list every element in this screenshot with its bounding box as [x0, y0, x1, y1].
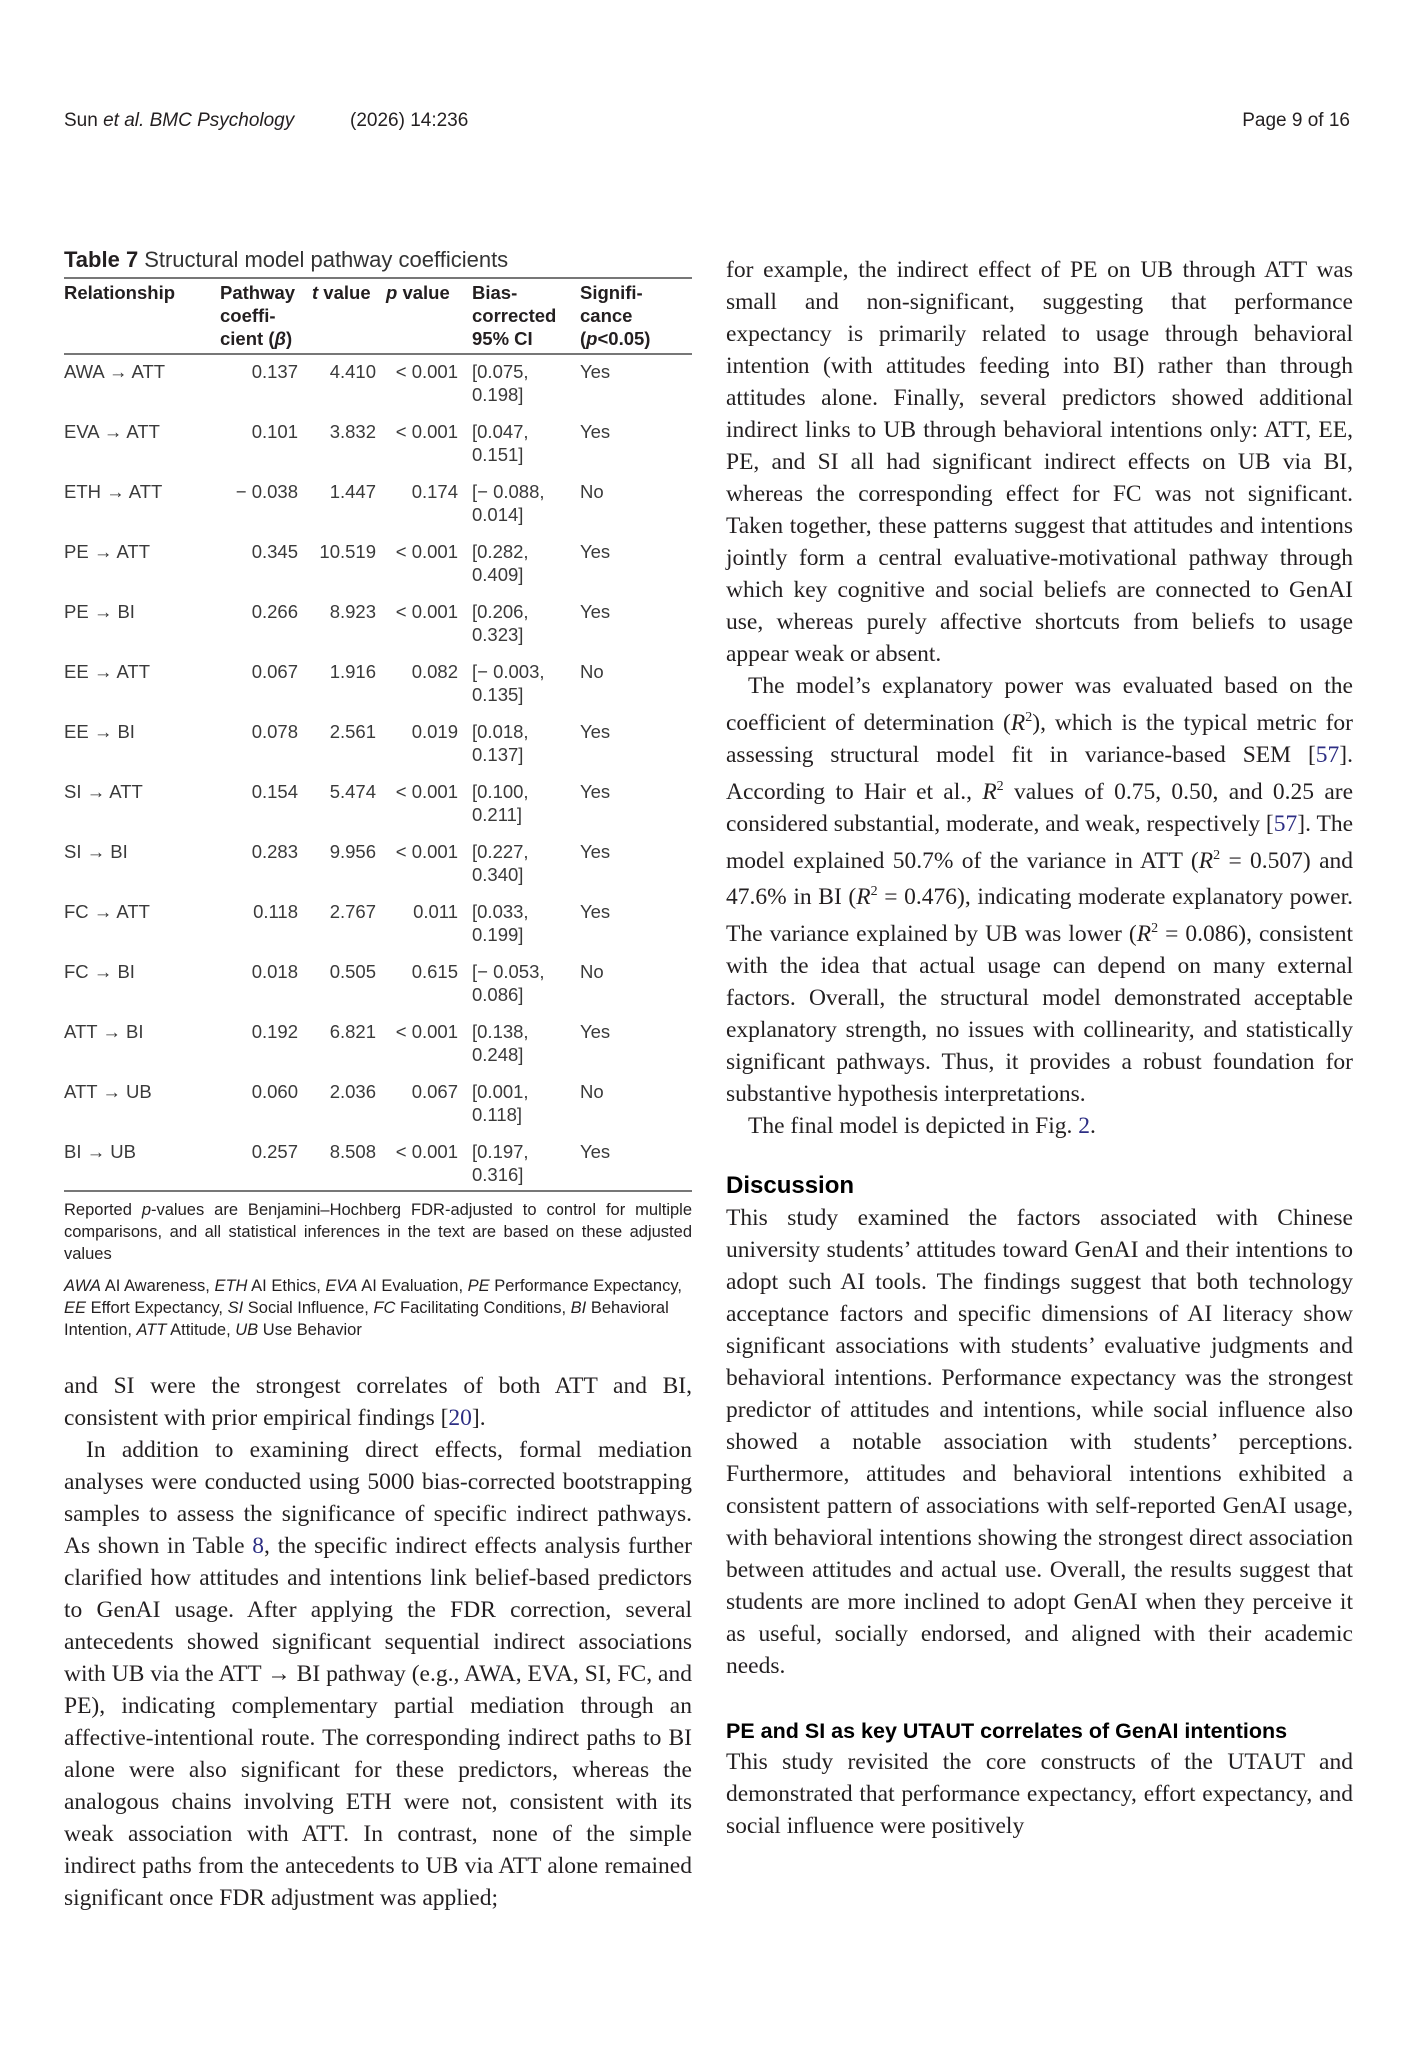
abbreviation: FC: [373, 1299, 396, 1317]
cell-beta: 0.118: [253, 901, 298, 922]
ci-lower: [0.100,: [472, 781, 529, 802]
cell-t-value: 2.561: [329, 721, 376, 742]
cell-beta: 0.283: [251, 841, 298, 862]
cell-p-value: < 0.001: [395, 601, 458, 622]
cell-relationship: FC → BI: [64, 961, 135, 982]
cell-relationship: SI → ATT: [64, 781, 143, 802]
table-abbreviations: [64, 1275, 692, 1341]
abbreviation-entry: ETH AI Ethics,: [214, 1277, 326, 1295]
table-row: [64, 1015, 692, 1075]
text: and SI were the strongest correlates of both ATT and BI, consistent with prior empirical findings [: [64, 1373, 692, 1431]
cell-t-value: 8.508: [312, 1135, 386, 1191]
ci-upper: 0.199]: [472, 924, 524, 945]
table-footnote: [64, 1199, 692, 1265]
r-symbol: R: [1010, 709, 1026, 736]
ci-lower: [0.018,: [472, 721, 529, 742]
text: The model’s explanatory power was evaluated based on the coefficient of determination (: [726, 673, 1353, 736]
col-header-significance: Signifi- cance (p<0.05): [580, 279, 692, 354]
cell-significance: Yes: [580, 541, 611, 562]
table-caption: [64, 246, 692, 279]
abbreviation-meaning: Use Behavior: [262, 1321, 362, 1339]
cell-significance: Yes: [580, 901, 611, 922]
text: ]. The model explained 50.7% of the variance in ATT (: [726, 810, 1353, 874]
cell-beta: 0.192: [251, 1021, 298, 1042]
cell-t-value: 1.916: [329, 661, 376, 682]
cell-significance: No: [580, 481, 604, 502]
abbreviation-meaning: Effort Expectancy: [90, 1299, 219, 1317]
cell-significance: Yes: [580, 841, 611, 862]
cell-relationship: EE → BI: [64, 721, 135, 742]
cell-t-value: 4.410: [329, 361, 376, 382]
cell-beta: 0.257: [220, 1135, 312, 1191]
ci-lower: [− 0.003,: [472, 661, 545, 682]
cell-significance: Yes: [580, 1135, 692, 1191]
text: , the specific indirect effects analysis further clarified how attitudes and intentions link belief-based predictors to GenAI usage. After applying the FDR correction, several antecedents showed significant sequential indirect associations with UB via the ATT → BI pathway (e.g., AWA, EVA, SI, FC, and PE), indicating complementary partial mediation through an affective-intentional route. The corresponding indirect paths to BI alone were also significant for these predictors, whereas the analogous chains involving ETH were not, consistent with its weak association with ATT. In contrast, none of the simple indirect paths from the antecedents to UB via ATT alone remained significant once FDR adjustment was applied;: [64, 1533, 692, 1911]
table-row: [64, 1075, 692, 1135]
cell-relationship: EVA → ATT: [64, 421, 160, 442]
cell-p-value: < 0.001: [386, 1135, 472, 1191]
footnote-p-symbol: p: [141, 1201, 152, 1219]
abbreviation: BI: [570, 1299, 587, 1317]
cell-p-value: < 0.001: [395, 421, 458, 442]
cell-beta: 0.137: [251, 361, 298, 382]
ci-upper: 0.323]: [472, 624, 524, 645]
cell-ci: [472, 715, 580, 775]
col-header-t-value: t value: [312, 279, 386, 354]
cell-relationship: ATT → BI: [64, 1021, 144, 1042]
ci-upper: 0.137]: [472, 744, 524, 765]
cell-ci: [472, 775, 580, 835]
abbreviation: EVA: [325, 1277, 358, 1295]
paragraph: [726, 670, 1353, 1110]
cell-significance: No: [580, 961, 604, 982]
cell-ci: [472, 655, 580, 715]
abbreviation: ETH: [214, 1277, 248, 1295]
ci-upper: 0.118]: [472, 1104, 523, 1125]
cell-p-value: 0.067: [411, 1081, 458, 1102]
ci-lower: [0.197,: [472, 1141, 529, 1162]
footnote-text: Reported: [64, 1201, 142, 1219]
col-header-ci: Bias- corrected 95% CI: [472, 279, 580, 354]
pathway-coefficients-table: [64, 279, 692, 1192]
cell-ci: [472, 955, 580, 1015]
ci-lower: [0.138,: [472, 1021, 529, 1042]
cell-p-value: 0.082: [411, 661, 458, 682]
cell-ci: [472, 535, 580, 595]
cell-t-value: 8.923: [329, 601, 376, 622]
ci-upper: 0.014]: [472, 504, 524, 525]
table-row: [64, 535, 692, 595]
ci-upper: 0.135]: [472, 684, 524, 705]
table-title: Structural model pathway coefficients: [144, 247, 509, 272]
abbreviation-entry: EVA AI Evaluation,: [325, 1277, 468, 1295]
abbreviation-entry: [235, 1321, 362, 1339]
superscript: 2: [1151, 921, 1159, 937]
section-heading-discussion: Discussion: [726, 1172, 855, 1200]
text: .: [1090, 1113, 1096, 1140]
cell-relationship: ATT → UB: [64, 1081, 152, 1102]
ci-lower: [− 0.053,: [472, 961, 545, 982]
cell-ci: [472, 354, 580, 415]
ci-upper: 0.086]: [472, 984, 524, 1005]
abbreviation: SI: [227, 1299, 244, 1317]
subsection-heading: PE and SI as key UTAUT correlates of GenAI intentions: [726, 1719, 1288, 1744]
abbreviation-entry: EE Effort Expectancy,: [64, 1299, 228, 1317]
cell-ci: [472, 1075, 580, 1135]
cell-ci: [472, 475, 580, 535]
paragraph: This study revisited the core constructs of the UTAUT and demonstrated that performance expectancy, effort expectancy, and social influence were positively: [726, 1749, 1353, 1840]
journal-reference: [64, 110, 294, 132]
cell-p-value: 0.011: [413, 901, 458, 922]
right-column: [726, 254, 1353, 1842]
r-symbol: R: [1136, 921, 1152, 948]
col-header-p-value: p value: [386, 279, 472, 354]
reference-link[interactable]: 20: [448, 1405, 472, 1431]
abbreviation-entry: PE Performance Expectancy,: [467, 1277, 682, 1295]
table-row: [64, 955, 692, 1015]
ci-lower: [0.206,: [472, 601, 529, 622]
cell-relationship: FC → ATT: [64, 901, 150, 922]
cell-t-value: 3.832: [329, 421, 376, 442]
cell-t-value: 5.474: [329, 781, 376, 802]
cell-significance: Yes: [580, 361, 611, 382]
cell-ci: [472, 415, 580, 475]
cell-significance: Yes: [580, 421, 611, 442]
left-column: [64, 246, 692, 1341]
text: The final model is depicted in Fig.: [748, 1113, 1079, 1140]
cell-beta: − 0.038: [235, 481, 298, 502]
text: ), which is the typical metric for assessing structural model fit in variance-based SEM [: [726, 709, 1354, 768]
superscript: 2: [870, 884, 878, 900]
cell-p-value: 0.174: [411, 481, 458, 502]
et-al: et al.: [103, 110, 145, 131]
paragraph: This study examined the factors associated with Chinese university students’ attitudes toward GenAI and their intentions to adopt such AI tools. The findings suggest that both technology acceptance factors and specific dimensions of AI literacy show significant associations with students’ evaluative judgments and behavioral intentions. Performance expectancy was the strongest predictor of attitudes and intentions, while social influence also showed a notable association with students’ perceptions. Furthermore, attitudes and behavioral intentions exhibited a consistent pattern of associations with self-reported GenAI usage, with behavioral intentions showing the strongest direct association between attitudes and actual use. Overall, the results suggest that students are more inclined to adopt GenAI when they perceive it as useful, socially endorsed, and aligned with their academic needs.: [726, 1205, 1353, 1680]
ci-lower: [0.227,: [472, 841, 529, 862]
text: In addition to examining direct effects, formal mediation analyses were conducted using 5000 bias-corrected bootstrapping samples to assess the significance of specific indirect pathways. As shown in Table: [64, 1437, 692, 1559]
ci-upper: 0.248]: [472, 1044, 524, 1065]
cell-p-value: < 0.001: [395, 361, 458, 382]
cell-significance: Yes: [580, 721, 611, 742]
table-body: [64, 354, 692, 1191]
cell-beta: 0.101: [251, 421, 298, 442]
cell-t-value: 0.505: [329, 961, 376, 982]
table-header-row: [64, 279, 692, 354]
cell-relationship: AWA → ATT: [64, 361, 166, 382]
left-body-text: [64, 1370, 692, 1914]
ci-lower: [0.001,: [472, 1081, 529, 1102]
abbreviation-entry: ATT Attitude,: [136, 1321, 236, 1339]
cell-ci: [472, 595, 580, 655]
abbreviation: EE: [64, 1299, 87, 1317]
table-link[interactable]: 8: [252, 1533, 265, 1559]
table-row: [64, 1135, 692, 1191]
citation: (2026) 14:236: [350, 110, 469, 131]
cell-p-value: < 0.001: [395, 781, 458, 802]
ci-lower: [0.047,: [472, 421, 529, 442]
cell-beta: 0.345: [251, 541, 298, 562]
abbreviation-entry: SI Social Influence,: [227, 1299, 374, 1317]
abbreviation: UB: [235, 1321, 259, 1339]
table-row: [64, 655, 692, 715]
abbreviation-meaning: Facilitating Conditions: [400, 1299, 562, 1317]
footnote-text: -values are Benjamini–Hochberg FDR-adjusted to control for multiple comparisons, and all statistical inferences in the text are based on these adjusted values: [64, 1201, 693, 1263]
ci-upper: 0.340]: [472, 864, 524, 885]
cell-significance: Yes: [580, 1021, 611, 1042]
superscript: 2: [1213, 847, 1221, 863]
cell-t-value: 2.036: [329, 1081, 376, 1102]
reference-link[interactable]: 57: [1315, 741, 1340, 768]
abbreviation: ATT: [136, 1321, 167, 1339]
cell-p-value: < 0.001: [395, 1021, 458, 1042]
col-header-pathway-coefficient: Pathway coeffi- cient (β): [220, 279, 312, 354]
cell-p-value: 0.615: [411, 961, 458, 982]
ci-lower: [0.075,: [472, 361, 529, 382]
text: = 0.476), indicating moderate explanatory power. The variance explained by UB was lower (: [726, 884, 1353, 948]
cell-ci: [472, 1015, 580, 1075]
cell-t-value: 2.767: [329, 901, 376, 922]
running-head: [64, 110, 1350, 136]
text: values of 0.75, 0.50, and 0.25 are considered substantial, moderate, and weak, respectively [: [726, 778, 1354, 837]
cell-t-value: 9.956: [329, 841, 376, 862]
abbreviation-meaning: Behavioral Intention: [64, 1299, 669, 1339]
r-symbol: R: [1198, 847, 1214, 874]
table-row: [64, 475, 692, 535]
paragraph: [64, 1434, 692, 1914]
abbreviation-meaning: AI Evaluation: [361, 1277, 459, 1295]
cell-t-value: 10.519: [319, 541, 376, 562]
cell-relationship: PE → ATT: [64, 541, 151, 562]
r-symbol: R: [856, 884, 871, 911]
r-symbol: R: [982, 778, 997, 805]
author-name: Sun: [64, 110, 98, 131]
abbreviation-entry: FC Facilitating Conditions,: [373, 1299, 571, 1317]
superscript: 2: [996, 778, 1004, 794]
abbreviation-meaning: Social Influence: [247, 1299, 365, 1317]
cell-ci: [472, 835, 580, 895]
text: ]. According to Hair et al.,: [726, 741, 1353, 805]
cell-ci: [472, 895, 580, 955]
cell-significance: No: [580, 1081, 604, 1102]
cell-t-value: 1.447: [329, 481, 376, 502]
table-row: [64, 415, 692, 475]
ci-upper: 0.409]: [472, 564, 524, 585]
paragraph: [726, 1110, 1353, 1142]
cell-ci: [472, 1135, 580, 1191]
abbreviation-meaning: AI Awareness: [104, 1277, 206, 1295]
ci-lower: [− 0.088,: [472, 481, 545, 502]
abbreviation: PE: [467, 1277, 490, 1295]
abbreviation: AWA: [64, 1277, 101, 1295]
table-row: [64, 775, 692, 835]
cell-relationship: SI → BI: [64, 841, 128, 862]
cell-t-value: 6.821: [329, 1021, 376, 1042]
abbreviation-entry: BI Behavioral Intention,: [64, 1299, 669, 1339]
ci-upper: 0.211]: [472, 804, 523, 825]
abbreviation-meaning: Performance Expectancy: [494, 1277, 678, 1295]
superscript: 2: [1025, 710, 1033, 725]
cell-beta: 0.018: [251, 961, 298, 982]
page-number: Page 9 of 16: [1242, 110, 1350, 131]
cell-beta: 0.266: [251, 601, 298, 622]
cell-p-value: < 0.001: [395, 841, 458, 862]
table-row: [64, 715, 692, 775]
text: = 0.507) and 47.6% in BI (: [726, 847, 1354, 911]
abbreviation-meaning: Attitude: [170, 1321, 227, 1339]
cell-beta: 0.078: [251, 721, 298, 742]
cell-relationship: ETH → ATT: [64, 481, 163, 502]
text: = 0.086), consistent with the idea that actual usage can depend on many external factors. Overall, the structural model demonstrated acceptable explanatory strength, no issues with collinearity, and statistically significant pathways. Thus, it provides a robust foundation for substantive hypothesis interpretations.: [726, 921, 1353, 1108]
figure-link[interactable]: 2: [1078, 1113, 1090, 1140]
ci-upper: 0.151]: [472, 444, 524, 465]
text: ].: [471, 1405, 486, 1431]
cell-significance: Yes: [580, 601, 611, 622]
ci-lower: [0.033,: [472, 901, 529, 922]
cell-relationship: EE → ATT: [64, 661, 151, 682]
table-label: Table 7: [64, 247, 139, 272]
table-row: [64, 354, 692, 415]
table-row: [64, 895, 692, 955]
table-row: [64, 835, 692, 895]
cell-beta: 0.067: [251, 661, 298, 682]
cell-beta: 0.060: [251, 1081, 298, 1102]
abbreviation-entry: AWA AI Awareness,: [64, 1277, 215, 1295]
cell-p-value: < 0.001: [395, 541, 458, 562]
abbreviation-meaning: AI Ethics: [251, 1277, 317, 1295]
col-header-relationship: Relationship: [64, 279, 220, 354]
paragraph: for example, the indirect effect of PE on UB through ATT was small and non-significant, suggesting that performance expectancy is primarily related to usage through behavioral intention (with attitudes feeding into BI) rather than through attitudes alone. Finally, several predictors showed additional indirect links to UB through behavioral intentions only: ATT, EE, PE, and SI all had significant indirect effects on UB via BI, whereas the corresponding effect for FC was not significant. Taken together, these patterns suggest that attitudes and intentions jointly form a central evaluative-motivational pathway through which key cognitive and social beliefs are connected to GenAI use, whereas purely affective shortcuts from beliefs to usage appear weak or absent.: [726, 257, 1353, 667]
cell-significance: No: [580, 661, 604, 682]
cell-relationship: PE → BI: [64, 601, 135, 622]
cell-significance: Yes: [580, 781, 611, 802]
reference-link[interactable]: 57: [1273, 810, 1298, 837]
cell-relationship: BI → UB: [64, 1135, 220, 1191]
ci-lower: [0.282,: [472, 541, 529, 562]
ci-upper: 0.316]: [472, 1164, 524, 1185]
cell-p-value: 0.019: [411, 721, 458, 742]
cell-beta: 0.154: [251, 781, 298, 802]
journal-name: BMC Psychology: [149, 110, 295, 131]
paragraph: [64, 1370, 692, 1434]
ci-upper: 0.198]: [472, 384, 524, 405]
table-row: [64, 595, 692, 655]
